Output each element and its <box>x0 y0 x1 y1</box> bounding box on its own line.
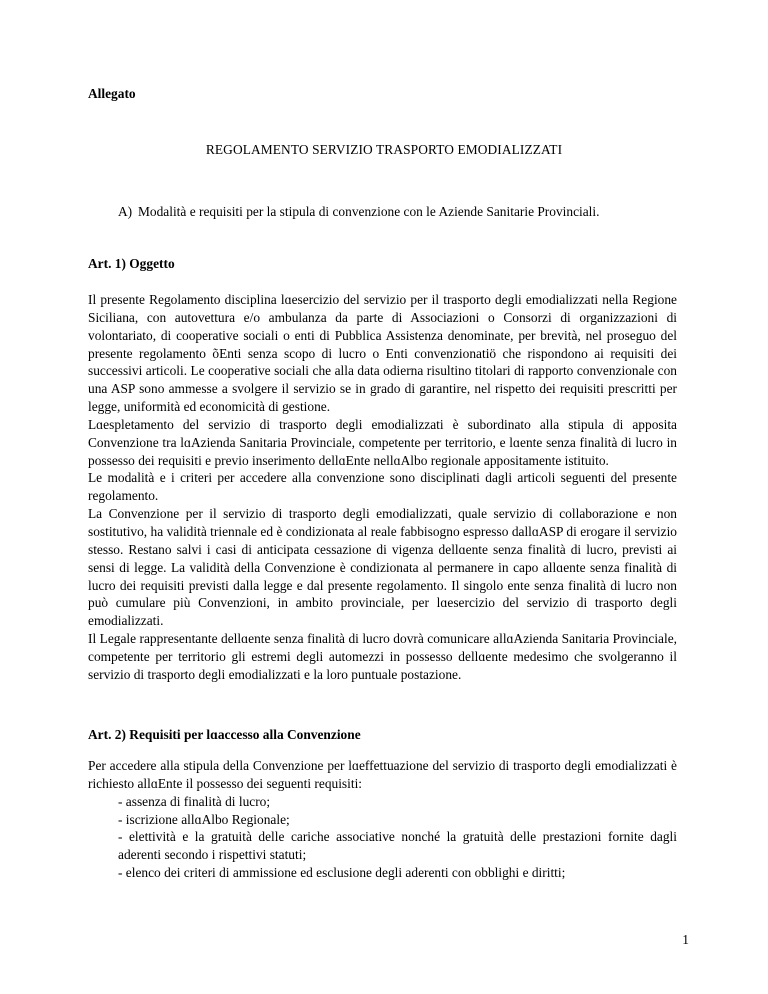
requirement-item: - elenco dei criteri di ammissione ed esclusione degli aderenti con obblighi e diritti; <box>118 865 566 881</box>
art1-paragraph: Il presente Regolamento disciplina lɑesercizio del servizio per il trasporto degli emodializzati nella Regione Siciliana, con autovettura e/o ambulanza da parte di Associazioni o Consorzi di organizzazioni di volontariato, di cooperative sociali o enti di Pubblica Assistenza denominate, per brevità, nel proseguo del presente regolamento õEnti senza scopo di lucro o Enti convenzionatiö che rispondono ai requisiti dei successivi articoli. Le cooperative sociali che alla data odierna risultino titolari di rapporto convenzionale con una ASP sono ammesse a svolgere il servizio se in grado di garantire, nel rispetto dei requisiti prescritti per legge, uniformità ed economicità di gestione. <box>88 292 677 415</box>
art1-paragraph: La Convenzione per il servizio di trasporto degli emodializzati, quale servizio di collaborazione e non sostitutivo, ha validità triennale ed è condizionata al reale fabbisogno espresso dallɑASP di erogare il servizio stesso. Restano salvi i casi di anticipata cessazione di vigenza dellɑente senza finalità di lucro, previsti ai sensi di legge. La validità della Convenzione è condizionata al permanere in capo allɑente senza finalità di lucro dei requisiti previsti dalla legge e dal presente regolamento. Il singolo ente senza finalità di lucro non può cumulare più Convenzioni, in ambito provinciale, per lɑesercizio del servizio di trasporto degli emodializzati. <box>88 506 677 629</box>
document-title: REGOLAMENTO SERVIZIO TRASPORTO EMODIALIZZATI <box>205 142 563 157</box>
art2-body <box>88 757 677 882</box>
section-a-letter: A) <box>118 204 133 219</box>
requirement-item: - iscrizione allɑAlbo Regionale; <box>118 811 290 827</box>
section-a-text: Modalità e requisiti per la stipula di convenzione con le Aziende Sanitarie Provinciali. <box>138 204 600 219</box>
art2-heading: Art. 2) Requisiti per lɑaccesso alla Convenzione <box>88 727 361 742</box>
requirement-item: - elettività e la gratuità delle cariche associative nonché la gratuità delle prestazioni fornite dagli aderenti secondo i rispettivi statuti; <box>118 829 677 863</box>
requirement-item: - assenza di finalità di lucro; <box>118 793 271 809</box>
requirements-list <box>88 793 677 882</box>
art2-intro: Per accedere alla stipula della Convenzione per lɑeffettuazione del servizio di trasporto degli emodializzati è richiesto allɑEnte il possesso dei seguenti requisiti: <box>88 758 677 791</box>
art1-paragraph: Le modalità e i criteri per accedere alla convenzione sono disciplinati dagli articoli seguenti del presente regolamento. <box>88 470 677 504</box>
allegato-label: Allegato <box>88 86 136 101</box>
art1-heading: Art. 1) Oggetto <box>88 256 175 271</box>
art1-body <box>88 291 677 684</box>
art1-paragraph: Lɑespletamento del servizio di trasporto degli emodializzati è subordinato alla stipula di apposita Convenzione tra lɑAzienda Sanitaria Provinciale, competente per territorio, e lɑente senza finalità di lucro in possesso dei requisiti e previo inserimento dellɑEnte nellɑAlbo regionale appositamente istituito. <box>88 416 677 468</box>
art1-paragraph: Il Legale rappresentante dellɑente senza finalità di lucro dovrà comunicare allɑAzienda Sanitaria Provinciale, competente per territorio gli estremi degli automezzi in possesso dellɑente medesimo che svolgeranno il servizio di trasporto degli emodializzati e la loro puntuale postazione. <box>88 631 677 682</box>
page-number: 1 <box>682 932 689 947</box>
section-a-heading <box>118 204 599 220</box>
